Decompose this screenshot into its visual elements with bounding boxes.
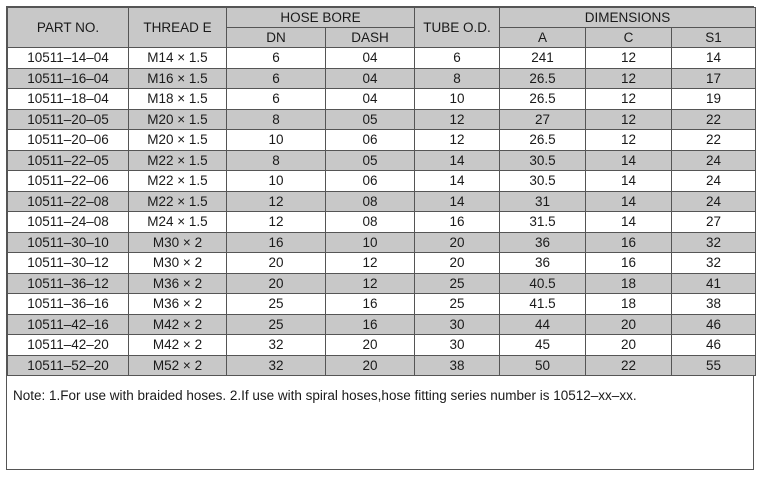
- table-row: [8, 314, 756, 335]
- cell-tube-od: 14: [415, 150, 500, 171]
- cell-dash: 08: [326, 191, 415, 212]
- cell-tube-od: 14: [415, 171, 500, 192]
- cell-dim-c: 20: [586, 314, 672, 335]
- table-row: [8, 89, 756, 110]
- table-row: [8, 68, 756, 89]
- cell-thread: M42 × 2: [129, 335, 227, 356]
- cell-part-no: 10511–20–05: [8, 109, 129, 130]
- cell-dash: 08: [326, 212, 415, 233]
- cell-dn: 6: [227, 48, 326, 69]
- cell-thread: M18 × 1.5: [129, 89, 227, 110]
- cell-dash: 20: [326, 355, 415, 376]
- cell-tube-od: 12: [415, 130, 500, 151]
- header-dn: DN: [227, 28, 326, 48]
- cell-tube-od: 25: [415, 273, 500, 294]
- cell-dim-s1: 22: [672, 130, 756, 151]
- header-dimensions: DIMENSIONS: [500, 8, 756, 28]
- cell-dim-c: 16: [586, 253, 672, 274]
- cell-dim-a: 26.5: [500, 130, 586, 151]
- cell-dim-c: 22: [586, 355, 672, 376]
- cell-dim-a: 31: [500, 191, 586, 212]
- cell-dim-a: 40.5: [500, 273, 586, 294]
- table-row: [8, 294, 756, 315]
- cell-thread: M20 × 1.5: [129, 109, 227, 130]
- table-row: [8, 273, 756, 294]
- table-row: [8, 355, 756, 376]
- cell-dash: 12: [326, 273, 415, 294]
- cell-dim-c: 18: [586, 294, 672, 315]
- cell-dim-s1: 14: [672, 48, 756, 69]
- cell-dim-a: 26.5: [500, 68, 586, 89]
- cell-tube-od: 25: [415, 294, 500, 315]
- cell-thread: M22 × 1.5: [129, 171, 227, 192]
- cell-part-no: 10511–14–04: [8, 48, 129, 69]
- cell-dim-c: 12: [586, 89, 672, 110]
- cell-dim-s1: 24: [672, 191, 756, 212]
- cell-dn: 25: [227, 294, 326, 315]
- cell-dn: 12: [227, 212, 326, 233]
- table-note: Note: 1.For use with braided hoses. 2.If use with spiral hoses,hose fitting series number is 10512–xx–xx.: [13, 388, 637, 403]
- cell-dim-c: 12: [586, 48, 672, 69]
- cell-thread: M36 × 2: [129, 273, 227, 294]
- cell-dim-a: 36: [500, 232, 586, 253]
- cell-part-no: 10511–22–08: [8, 191, 129, 212]
- cell-dash: 04: [326, 48, 415, 69]
- table-row: [8, 253, 756, 274]
- cell-dn: 10: [227, 171, 326, 192]
- hose-fitting-spec-table: [7, 7, 756, 376]
- cell-part-no: 10511–16–04: [8, 68, 129, 89]
- cell-dash: 05: [326, 150, 415, 171]
- cell-dash: 10: [326, 232, 415, 253]
- cell-dim-c: 18: [586, 273, 672, 294]
- cell-dim-a: 44: [500, 314, 586, 335]
- table-body: [8, 48, 756, 376]
- cell-tube-od: 20: [415, 232, 500, 253]
- cell-part-no: 10511–18–04: [8, 89, 129, 110]
- cell-dim-a: 36: [500, 253, 586, 274]
- cell-dim-c: 14: [586, 150, 672, 171]
- cell-part-no: 10511–36–16: [8, 294, 129, 315]
- cell-dim-c: 12: [586, 68, 672, 89]
- cell-dn: 20: [227, 273, 326, 294]
- cell-dim-c: 12: [586, 109, 672, 130]
- cell-tube-od: 38: [415, 355, 500, 376]
- cell-dn: 25: [227, 314, 326, 335]
- cell-dn: 12: [227, 191, 326, 212]
- cell-dim-s1: 19: [672, 89, 756, 110]
- cell-dash: 06: [326, 130, 415, 151]
- cell-thread: M22 × 1.5: [129, 191, 227, 212]
- cell-dn: 32: [227, 355, 326, 376]
- cell-thread: M20 × 1.5: [129, 130, 227, 151]
- cell-thread: M36 × 2: [129, 294, 227, 315]
- cell-thread: M24 × 1.5: [129, 212, 227, 233]
- cell-thread: M16 × 1.5: [129, 68, 227, 89]
- cell-dim-s1: 32: [672, 253, 756, 274]
- cell-dim-c: 14: [586, 212, 672, 233]
- cell-dim-c: 12: [586, 130, 672, 151]
- table-row: [8, 48, 756, 69]
- cell-tube-od: 30: [415, 314, 500, 335]
- cell-tube-od: 16: [415, 212, 500, 233]
- cell-thread: M22 × 1.5: [129, 150, 227, 171]
- cell-part-no: 10511–36–12: [8, 273, 129, 294]
- cell-part-no: 10511–22–06: [8, 171, 129, 192]
- cell-tube-od: 30: [415, 335, 500, 356]
- table-row: [8, 130, 756, 151]
- cell-dash: 06: [326, 171, 415, 192]
- table-row: [8, 335, 756, 356]
- cell-thread: M30 × 2: [129, 253, 227, 274]
- cell-dim-s1: 22: [672, 109, 756, 130]
- header-tube-od: TUBE O.D.: [415, 8, 500, 48]
- cell-thread: M14 × 1.5: [129, 48, 227, 69]
- cell-dim-s1: 38: [672, 294, 756, 315]
- cell-tube-od: 6: [415, 48, 500, 69]
- cell-part-no: 10511–22–05: [8, 150, 129, 171]
- cell-dim-a: 241: [500, 48, 586, 69]
- cell-dim-s1: 17: [672, 68, 756, 89]
- cell-dn: 6: [227, 89, 326, 110]
- cell-dim-a: 31.5: [500, 212, 586, 233]
- spec-table-frame: [6, 6, 754, 470]
- cell-tube-od: 14: [415, 191, 500, 212]
- cell-dim-s1: 24: [672, 171, 756, 192]
- cell-dash: 05: [326, 109, 415, 130]
- cell-part-no: 10511–42–16: [8, 314, 129, 335]
- cell-part-no: 10511–30–12: [8, 253, 129, 274]
- table-row: [8, 232, 756, 253]
- cell-dim-c: 20: [586, 335, 672, 356]
- header-hose-bore: HOSE BORE: [227, 8, 415, 28]
- table-row: [8, 150, 756, 171]
- header-a: A: [500, 28, 586, 48]
- cell-dash: 16: [326, 314, 415, 335]
- table-row: [8, 212, 756, 233]
- cell-tube-od: 8: [415, 68, 500, 89]
- cell-dn: 6: [227, 68, 326, 89]
- header-dash: DASH: [326, 28, 415, 48]
- cell-dim-a: 30.5: [500, 171, 586, 192]
- cell-dim-a: 30.5: [500, 150, 586, 171]
- cell-dim-s1: 32: [672, 232, 756, 253]
- cell-part-no: 10511–20–06: [8, 130, 129, 151]
- cell-dim-a: 26.5: [500, 89, 586, 110]
- cell-dn: 20: [227, 253, 326, 274]
- cell-thread: M42 × 2: [129, 314, 227, 335]
- cell-thread: M52 × 2: [129, 355, 227, 376]
- cell-part-no: 10511–30–10: [8, 232, 129, 253]
- cell-dash: 20: [326, 335, 415, 356]
- cell-dim-s1: 55: [672, 355, 756, 376]
- cell-dim-a: 41.5: [500, 294, 586, 315]
- cell-dim-a: 50: [500, 355, 586, 376]
- cell-dim-s1: 41: [672, 273, 756, 294]
- table-row: [8, 109, 756, 130]
- cell-dash: 04: [326, 89, 415, 110]
- cell-tube-od: 20: [415, 253, 500, 274]
- cell-dim-s1: 46: [672, 335, 756, 356]
- cell-dash: 04: [326, 68, 415, 89]
- cell-thread: M30 × 2: [129, 232, 227, 253]
- cell-part-no: 10511–24–08: [8, 212, 129, 233]
- cell-dn: 16: [227, 232, 326, 253]
- header-s1: S1: [672, 28, 756, 48]
- header-thread: THREAD E: [129, 8, 227, 48]
- header-part-no: PART NO.: [8, 8, 129, 48]
- table-row: [8, 171, 756, 192]
- cell-dn: 8: [227, 109, 326, 130]
- cell-dim-c: 16: [586, 232, 672, 253]
- cell-dn: 8: [227, 150, 326, 171]
- cell-dim-c: 14: [586, 191, 672, 212]
- cell-dim-s1: 27: [672, 212, 756, 233]
- cell-tube-od: 10: [415, 89, 500, 110]
- cell-dn: 10: [227, 130, 326, 151]
- cell-dim-s1: 46: [672, 314, 756, 335]
- cell-dash: 16: [326, 294, 415, 315]
- header-c: C: [586, 28, 672, 48]
- cell-tube-od: 12: [415, 109, 500, 130]
- table-row: [8, 191, 756, 212]
- cell-dim-a: 45: [500, 335, 586, 356]
- cell-dash: 12: [326, 253, 415, 274]
- cell-part-no: 10511–42–20: [8, 335, 129, 356]
- cell-dim-a: 27: [500, 109, 586, 130]
- cell-part-no: 10511–52–20: [8, 355, 129, 376]
- cell-dim-c: 14: [586, 171, 672, 192]
- cell-dn: 32: [227, 335, 326, 356]
- cell-dim-s1: 24: [672, 150, 756, 171]
